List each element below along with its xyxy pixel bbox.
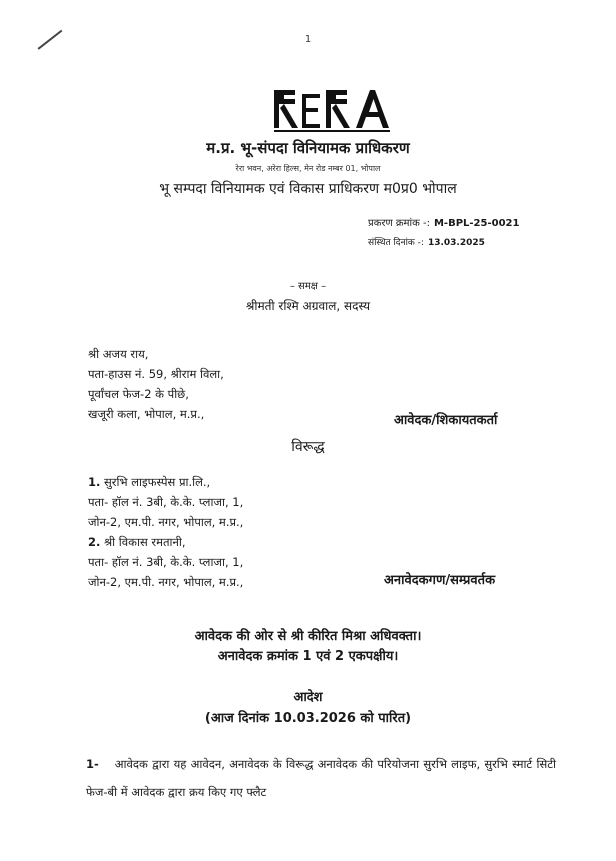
filing-date [368, 235, 485, 248]
appearance-applicant: आवेदक की ओर से श्री कीरित मिश्रा अधिवक्ता। [194, 629, 422, 644]
respondent-1-name: सुरभि लाइफस्पेस प्रा.लि., [104, 475, 211, 489]
case-number [368, 215, 519, 229]
appearance-respondents: अनावेदक क्रमांक 1 एवं 2 एकपक्षीय। [217, 649, 399, 664]
respondent-1-address: जोन-2, एम.पी. नगर, भोपाल, म.प्र., [88, 515, 244, 529]
case-number-label: प्रकरण क्रमांक -: [368, 218, 430, 229]
respondent-2-name-line [88, 532, 243, 552]
order-paragraph-1 [86, 750, 556, 806]
paragraph-number: 1- [86, 757, 99, 771]
versus-heading: विरूद्ध [291, 439, 325, 455]
order-title: आदेश [293, 690, 323, 705]
filing-date-label: संस्थित दिनांक -: [368, 238, 424, 248]
forum-name: भू सम्पदा विनियामक एवं विकास प्राधिकरण म0प्र0 भोपाल [159, 181, 457, 197]
org-address: रेरा भवन, अरेरा हिल्स, मेन रोड नम्बर 01, भोपाल [235, 164, 381, 173]
respondent-2-address: जोन-2, एम.पी. नगर, भोपाल, म.प्र., [88, 575, 244, 589]
respondents-block [88, 472, 243, 592]
applicant-line: श्री अजय राय, [88, 347, 149, 361]
filing-date-value: 13.03.2025 [427, 238, 485, 248]
respondent-2-name: श्री विकास रमतानी, [104, 535, 186, 549]
respondent-2-address: पता- हॉल नं. 3बी, के.के. प्लाजा, 1, [88, 555, 244, 569]
page-number: 1 [304, 34, 312, 45]
bench-member: श्रीमती रश्मि अग्रवाल, सदस्य [245, 299, 371, 313]
bench-before: – समक्ष – [289, 281, 327, 292]
respondent-1-address: पता- हॉल नं. 3बी, के.के. प्लाजा, 1, [88, 495, 244, 509]
respondents-role: अनावेदकगण/सम्प्रवर्तक [384, 573, 496, 588]
appearance-block [0, 627, 616, 667]
org-name: म.प्र. भू-संपदा विनियामक प्राधिकरण [206, 139, 410, 157]
case-number-value: M-BPL-25-0021 [433, 218, 520, 229]
paragraph-text: आवेदक द्वारा यह आवेदन, अनावेदक के विरूद्ध अनावेदक की परियोजना सुरभि लाइफ, सुरभि स्मार्ट सिटी फेज-बी में आवेदक द्वारा क्रय किए गए फ्लैट [86, 757, 556, 799]
applicant-role: आवेदक/शिकायतकर्ता [394, 413, 498, 428]
order-passed-on: (आज दिनांक 10.03.2026 को पारित) [204, 711, 412, 726]
respondent-1-name-line [88, 472, 243, 492]
respondent-2-number: 2. [88, 535, 101, 549]
respondent-1-number: 1. [88, 475, 101, 489]
rera-logo [272, 86, 394, 132]
applicant-line: पूर्वांचल फेज-2 के पीछे, [88, 387, 189, 401]
applicant-line: पता-हाउस नं. 59, श्रीराम विला, [88, 367, 224, 381]
applicant-block [88, 344, 224, 424]
applicant-line: खजूरी कला, भोपाल, म.प्र., [88, 407, 205, 421]
